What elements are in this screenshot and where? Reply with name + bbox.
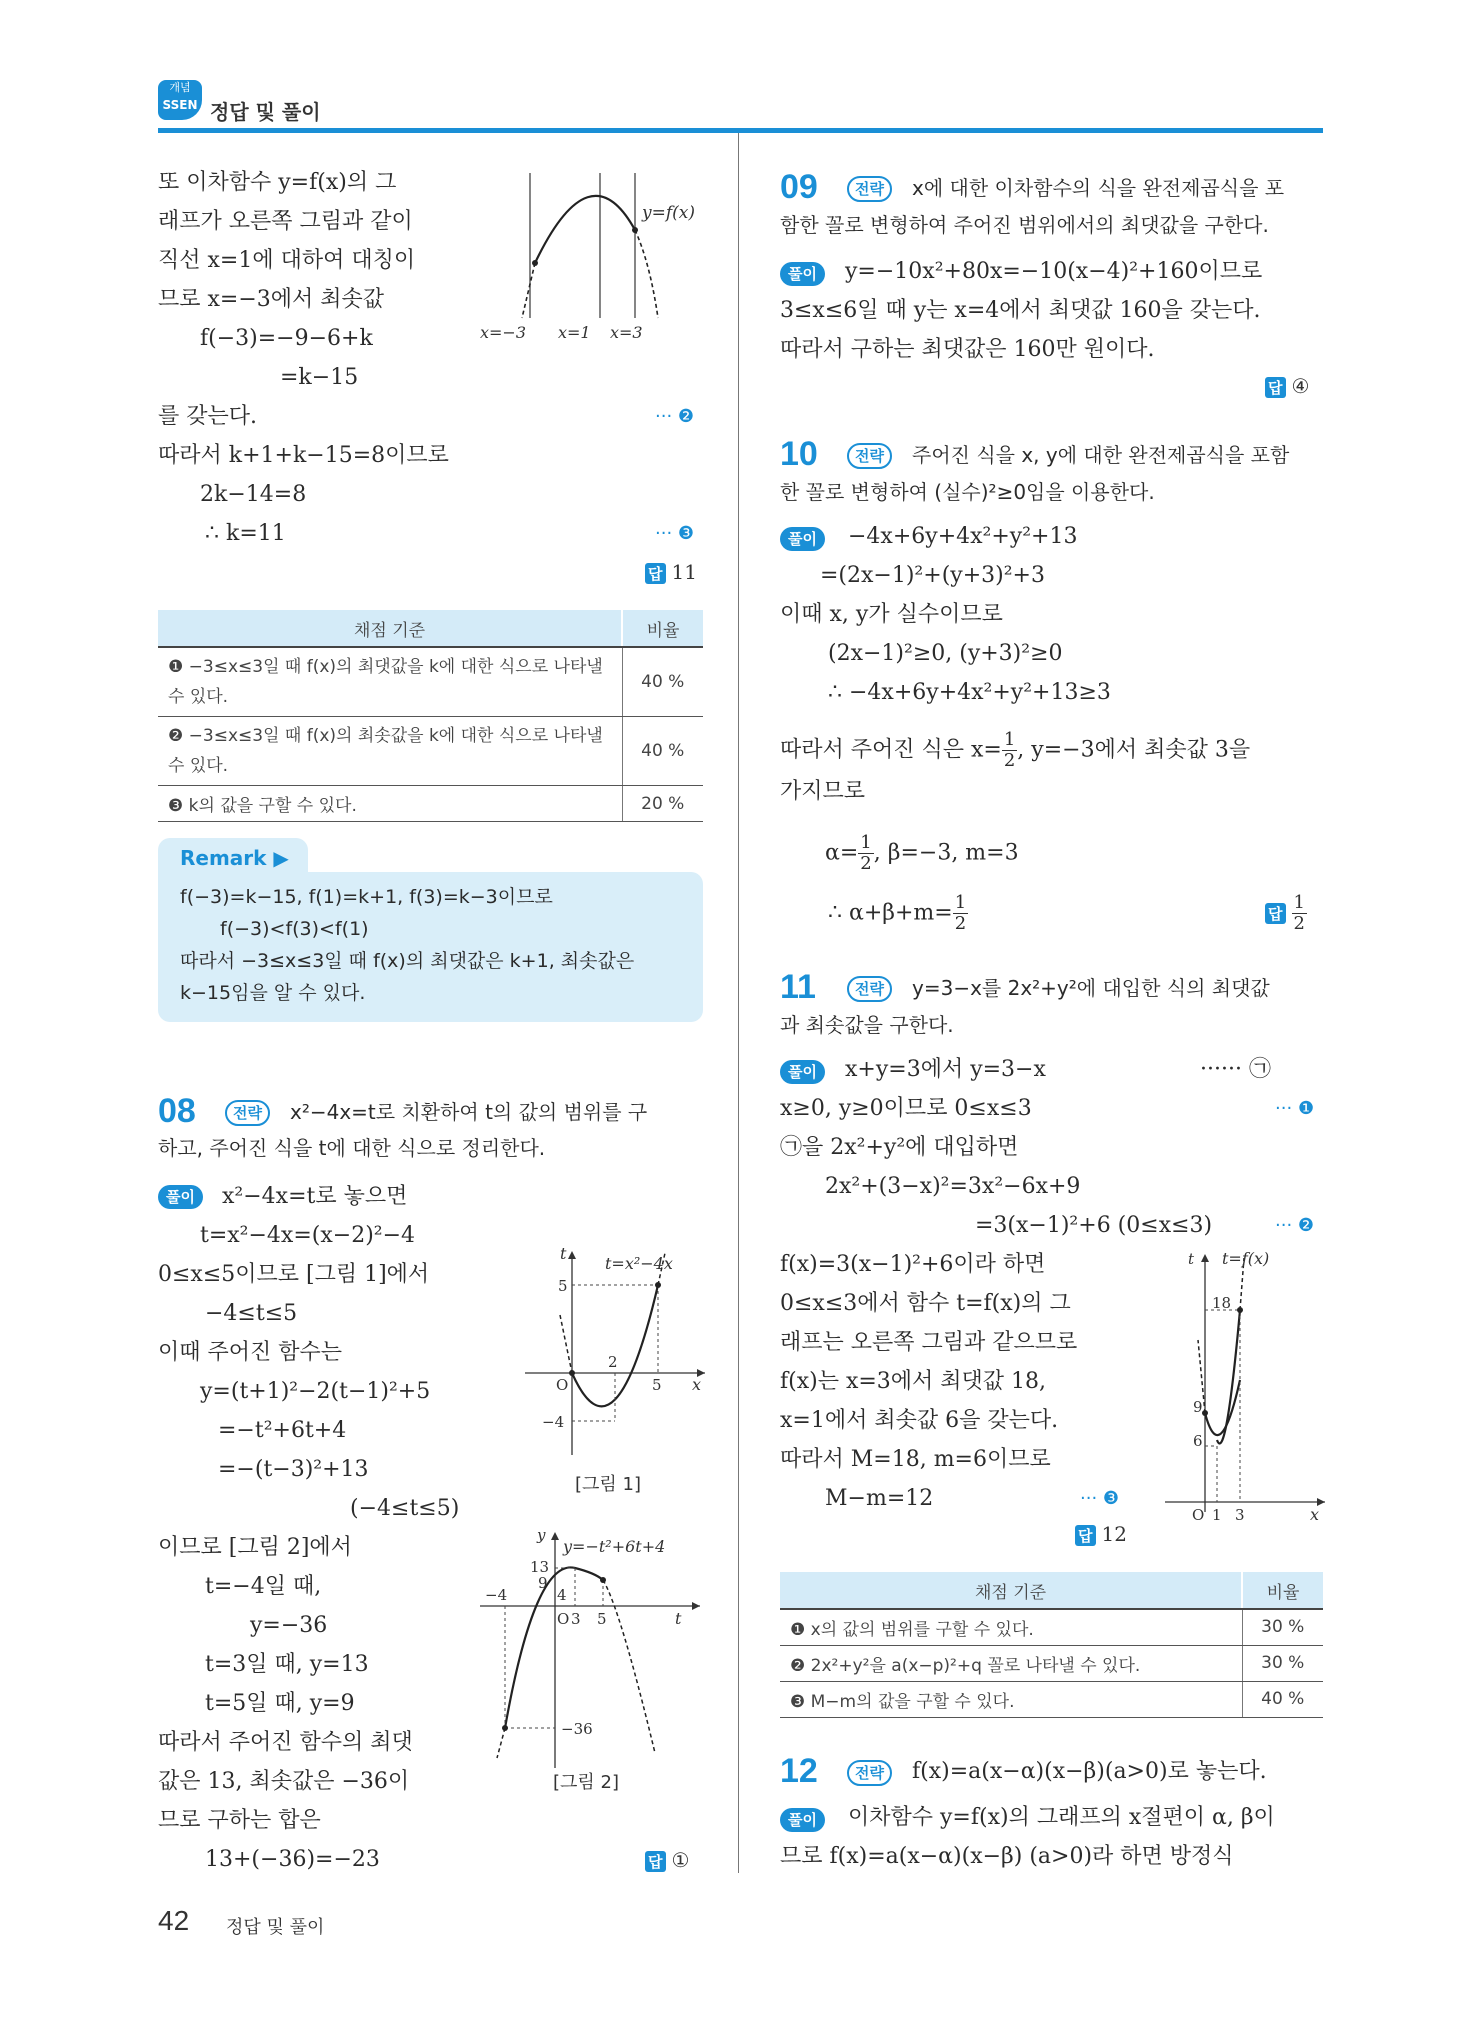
svg-text:O: O bbox=[556, 1376, 569, 1394]
svg-text:1: 1 bbox=[1212, 1506, 1222, 1520]
text-line: f(−3)=−9−6+k bbox=[200, 326, 373, 351]
score-mark-2: ··· ❷ bbox=[1275, 1215, 1315, 1236]
svg-text:t=x²−4x: t=x²−4x bbox=[605, 1254, 673, 1273]
sol-line: ∴ −4x+6y+4x²+y²+13≥3 bbox=[828, 680, 1111, 705]
answer-value: ① bbox=[671, 1848, 690, 1872]
svg-text:t=f(x): t=f(x) bbox=[1222, 1250, 1270, 1268]
fraction-den: 2 bbox=[1003, 750, 1016, 771]
fraction-num: 1 bbox=[954, 892, 967, 913]
svg-text:5: 5 bbox=[652, 1376, 662, 1394]
text-seg: ∴ α+β+m= bbox=[828, 900, 953, 926]
sol-line: 므로 구하는 합은 bbox=[158, 1808, 321, 1833]
remark-line: 따라서 −3≤x≤3일 때 f(x)의 최댓값은 k+1, 최솟값은 bbox=[180, 950, 635, 972]
sol-line: 0≤x≤3에서 함수 t=f(x)의 그 bbox=[780, 1291, 1071, 1316]
answer-value: 11 bbox=[671, 560, 697, 584]
strategy-line: f(x)=a(x−α)(x−β)(a>0)로 놓는다. bbox=[912, 1759, 1267, 1784]
parabola-dashed bbox=[522, 230, 658, 318]
answer-box-icon: 답 bbox=[1265, 377, 1286, 398]
badge-bottom: SSEN bbox=[162, 98, 198, 112]
table-row bbox=[780, 1681, 1323, 1717]
score-mark-1: ··· ❶ bbox=[1275, 1098, 1315, 1119]
answer bbox=[645, 560, 697, 584]
sol-line: (2x−1)²≥0, (y+3)²≥0 bbox=[828, 641, 1063, 666]
solution-pill: 풀이 bbox=[780, 1808, 825, 1832]
score-mark-2: ··· ❷ bbox=[655, 406, 695, 427]
text-line: 므로 x=−3에서 최솟값 bbox=[158, 287, 385, 312]
sol-line: t=5일 때, y=9 bbox=[205, 1691, 355, 1716]
column-divider bbox=[738, 133, 739, 1873]
svg-text:O: O bbox=[1192, 1506, 1205, 1520]
sol-line: 이므로 [그림 2]에서 bbox=[158, 1535, 352, 1560]
question-number: 09 bbox=[780, 168, 818, 206]
footer-title: 정답 및 풀이 bbox=[226, 1917, 325, 1938]
question-number: 10 bbox=[780, 435, 818, 473]
x-label: x=3 bbox=[610, 323, 643, 342]
criteria-text: ❸ M−m의 값을 구할 수 있다. bbox=[780, 1681, 1242, 1717]
svg-text:t: t bbox=[675, 1609, 682, 1628]
text-line: ∴ k=11 bbox=[205, 521, 286, 546]
parabola-left bbox=[1205, 1380, 1240, 1435]
figure-caption: [그림 1] bbox=[575, 1474, 641, 1495]
fraction-den: 2 bbox=[1293, 913, 1305, 934]
solution-pill: 풀이 bbox=[780, 1060, 825, 1084]
sol-line: y=−10x²+80x=−10(x−4)²+160이므로 bbox=[845, 259, 1263, 284]
table-header-row bbox=[780, 1572, 1323, 1609]
parabola-solid bbox=[535, 196, 635, 263]
text-line: 2k−14=8 bbox=[200, 482, 307, 507]
svg-text:3: 3 bbox=[571, 1610, 581, 1628]
strategy-line: 하고, 주어진 식을 t에 대한 식으로 정리한다. bbox=[158, 1136, 546, 1160]
sol-line: 따라서 주어진 함수의 최댓 bbox=[158, 1730, 413, 1755]
remark-box bbox=[158, 838, 703, 1022]
sol-line: t=−4일 때, bbox=[205, 1574, 322, 1599]
svg-text:x: x bbox=[692, 1375, 702, 1394]
text-seg: α= bbox=[825, 840, 859, 866]
answer-box-icon: 답 bbox=[1265, 903, 1286, 924]
strategy-line: 주어진 식을 x, y에 대한 완전제곱식을 포함 bbox=[912, 443, 1290, 467]
parabola-solid bbox=[572, 1285, 658, 1406]
sol-line bbox=[780, 730, 1250, 771]
strategy-pill: 전략 bbox=[847, 1760, 892, 1786]
svg-text:t: t bbox=[560, 1245, 567, 1263]
func-label: y=f(x) bbox=[642, 203, 695, 223]
header-cell: 채점 기준 bbox=[780, 1572, 1242, 1609]
criteria-ratio: 30 % bbox=[1242, 1645, 1323, 1681]
answer-box-icon: 답 bbox=[645, 1851, 666, 1872]
fraction-num: 1 bbox=[860, 832, 872, 853]
strategy-line: 한 꼴로 변형하여 (실수)²≥0임을 이용한다. bbox=[780, 480, 1155, 504]
sol-line: 값은 13, 최솟값은 −36이 bbox=[158, 1769, 410, 1794]
strategy-tag bbox=[847, 176, 892, 202]
text-line: 를 갖는다. bbox=[158, 404, 257, 429]
sol-line: −4x+6y+4x²+y²+13 bbox=[848, 524, 1078, 549]
sol-line: 래프는 오른쪽 그림과 같으므로 bbox=[780, 1330, 1078, 1355]
fraction bbox=[1292, 893, 1307, 934]
solution-pill: 풀이 bbox=[158, 1185, 203, 1209]
sol-line: t=x²−4x=(x−2)²−4 bbox=[200, 1223, 416, 1248]
text-line: 직선 x=1에 대하여 대칭이 bbox=[158, 248, 416, 273]
text-seg: , β=−3, m=3 bbox=[873, 840, 1019, 866]
strategy-pill: 전략 bbox=[847, 976, 892, 1002]
sol-line: x+y=3에서 y=3−x bbox=[845, 1057, 1046, 1082]
solution-tag bbox=[780, 262, 825, 286]
figure-2 bbox=[475, 1528, 710, 1798]
question-number: 12 bbox=[780, 1752, 818, 1790]
strategy-line: y=3−x를 2x²+y²에 대입한 식의 최댓값 bbox=[912, 976, 1270, 1000]
sol-line: −4≤t≤5 bbox=[205, 1301, 298, 1326]
svg-text:−36: −36 bbox=[561, 1720, 593, 1738]
solution-pill: 풀이 bbox=[780, 527, 825, 551]
criteria-table-right bbox=[780, 1572, 1323, 1718]
header-badge bbox=[158, 80, 202, 120]
sol-line: 이때 주어진 함수는 bbox=[158, 1340, 343, 1365]
strategy-line: 함한 꼴로 변형하여 주어진 범위에서의 최댓값을 구한다. bbox=[780, 213, 1269, 237]
fraction bbox=[953, 893, 968, 934]
sol-line: y=(t+1)²−2(t−1)²+5 bbox=[200, 1379, 431, 1404]
answer-value: ④ bbox=[1291, 374, 1310, 398]
criteria-text: ❶ −3≤x≤3일 때 f(x)의 최댓값을 k에 대한 식으로 나타낼 수 있다. bbox=[158, 647, 622, 717]
sol-line: x²−4x=t로 놓으면 bbox=[222, 1184, 408, 1209]
svg-text:O: O bbox=[557, 1610, 570, 1628]
strategy-tag bbox=[847, 976, 892, 1002]
sol-line: 13+(−36)=−23 bbox=[205, 1847, 380, 1872]
criteria-ratio: 30 % bbox=[1242, 1609, 1323, 1645]
sol-line: 므로 f(x)=a(x−α)(x−β) (a>0)라 하면 방정식 bbox=[780, 1844, 1234, 1869]
svg-text:9: 9 bbox=[538, 1574, 548, 1592]
svg-text:6: 6 bbox=[1193, 1432, 1203, 1450]
sol-line: =3(x−1)²+6 (0≤x≤3) bbox=[975, 1213, 1213, 1238]
criteria-ratio: 40 % bbox=[622, 647, 703, 717]
sol-line: x=1에서 최솟값 6을 갖는다. bbox=[780, 1408, 1059, 1433]
sol-line: (−4≤t≤5) bbox=[350, 1496, 460, 1521]
solution-tag bbox=[780, 527, 825, 551]
answer bbox=[1075, 1522, 1127, 1546]
text-seg: 따라서 주어진 식은 x= bbox=[780, 737, 1002, 763]
figure-caption: [그림 2] bbox=[553, 1772, 619, 1793]
sol-line: t=3일 때, y=13 bbox=[205, 1652, 369, 1677]
question-number: 11 bbox=[780, 968, 816, 1006]
x-label: x=−3 bbox=[480, 323, 527, 342]
graph-q11 bbox=[1160, 1250, 1330, 1520]
answer bbox=[1265, 374, 1309, 398]
parabola-right bbox=[1217, 1310, 1240, 1443]
svg-text:5: 5 bbox=[558, 1277, 568, 1295]
sol-line: f(x)=3(x−1)²+6이라 하면 bbox=[780, 1252, 1046, 1277]
svg-text:4: 4 bbox=[557, 1586, 567, 1604]
sol-line: ㉠을 2x²+y²에 대입하면 bbox=[780, 1135, 1019, 1160]
header-cell: 채점 기준 bbox=[158, 610, 622, 647]
svg-text:3: 3 bbox=[1235, 1506, 1245, 1520]
sol-line: f(x)는 x=3에서 최댓값 18, bbox=[780, 1369, 1047, 1394]
answer bbox=[1265, 893, 1307, 934]
strategy-tag bbox=[847, 1760, 892, 1786]
criteria-ratio: 40 % bbox=[1242, 1681, 1323, 1717]
fraction-num: 1 bbox=[1003, 729, 1016, 750]
strategy-tag bbox=[847, 443, 892, 469]
sol-line bbox=[828, 893, 968, 934]
parabola-solid bbox=[505, 1567, 603, 1728]
svg-text:t: t bbox=[1188, 1250, 1195, 1268]
criteria-table-left bbox=[158, 610, 703, 822]
question-number: 08 bbox=[158, 1092, 196, 1130]
table-row bbox=[158, 717, 703, 786]
svg-text:−4: −4 bbox=[485, 1586, 508, 1604]
table-header-row bbox=[158, 610, 703, 647]
remark-tag-label: Remark ▶ bbox=[180, 846, 289, 870]
sol-line: 따라서 M=18, m=6이므로 bbox=[780, 1447, 1051, 1472]
strategy-pill: 전략 bbox=[847, 443, 892, 469]
header-title: 정답 및 풀이 bbox=[210, 100, 321, 124]
sol-line: 이차함수 y=f(x)의 그래프의 x절편이 α, β이 bbox=[848, 1805, 1275, 1830]
strategy-line: x에 대한 이차함수의 식을 완전제곱식을 포 bbox=[912, 176, 1285, 200]
svg-text:−4: −4 bbox=[542, 1413, 565, 1431]
sol-line: =(2x−1)²+(y+3)²+3 bbox=[820, 563, 1045, 588]
sol-line: ······ ㉠ bbox=[1200, 1057, 1271, 1082]
criteria-text: ❸ k의 값을 구할 수 있다. bbox=[158, 786, 622, 822]
solution-pill: 풀이 bbox=[780, 262, 825, 286]
sol-line: 3≤x≤6일 때 y는 x=4에서 최댓값 160을 갖는다. bbox=[780, 298, 1261, 323]
table-row bbox=[780, 1645, 1323, 1681]
sol-line: M−m=12 bbox=[825, 1486, 934, 1511]
sol-line: 따라서 구하는 최댓값은 160만 원이다. bbox=[780, 337, 1155, 362]
table-row bbox=[780, 1609, 1323, 1645]
strategy-tag bbox=[225, 1100, 270, 1126]
strategy-line: 과 최솟값을 구한다. bbox=[780, 1013, 954, 1037]
text-seg: , y=−3에서 최솟값 3을 bbox=[1017, 737, 1251, 763]
sol-line: 가지므로 bbox=[780, 779, 866, 804]
sol-line: 2x²+(3−x)²=3x²−6x+9 bbox=[825, 1174, 1081, 1199]
header-cell: 비율 bbox=[622, 610, 703, 647]
text-line: 따라서 k+1+k−15=8이므로 bbox=[158, 443, 449, 468]
criteria-text: ❷ −3≤x≤3일 때 f(x)의 최솟값을 k에 대한 식으로 나타낼 수 있다. bbox=[158, 717, 622, 786]
header-rule bbox=[158, 128, 1323, 133]
score-mark-3: ··· ❸ bbox=[655, 523, 695, 544]
graph-parabola-top bbox=[470, 168, 710, 348]
table-row bbox=[158, 647, 703, 717]
criteria-ratio: 20 % bbox=[622, 786, 703, 822]
answer bbox=[645, 1848, 689, 1872]
remark-line: f(−3)<f(3)<f(1) bbox=[220, 918, 369, 940]
sol-line: =−t²+6t+4 bbox=[218, 1418, 347, 1443]
svg-text:9: 9 bbox=[1193, 1398, 1203, 1416]
svg-text:13: 13 bbox=[530, 1558, 550, 1576]
strategy-line: x²−4x=t로 치환하여 t의 값의 범위를 구 bbox=[290, 1100, 648, 1124]
svg-text:y=−t²+6t+4: y=−t²+6t+4 bbox=[563, 1537, 666, 1556]
answer-box-icon: 답 bbox=[645, 563, 666, 584]
criteria-text: ❷ 2x²+y²을 a(x−p)²+q 꼴로 나타낼 수 있다. bbox=[780, 1645, 1242, 1681]
badge-top: 개념 bbox=[169, 81, 191, 94]
sol-line: 0≤x≤5이므로 [그림 1]에서 bbox=[158, 1262, 430, 1287]
svg-text:2: 2 bbox=[608, 1353, 618, 1371]
x-label: x=1 bbox=[558, 323, 591, 342]
svg-text:y: y bbox=[537, 1528, 546, 1544]
fraction-num: 1 bbox=[1293, 892, 1305, 913]
answer-box-icon: 답 bbox=[1075, 1525, 1096, 1546]
score-mark-3: ··· ❸ bbox=[1080, 1488, 1120, 1509]
text-line: 또 이차함수 y=f(x)의 그 bbox=[158, 170, 397, 195]
svg-text:5: 5 bbox=[597, 1610, 607, 1628]
fraction bbox=[858, 833, 873, 874]
header-cell: 비율 bbox=[1242, 1572, 1323, 1609]
svg-text:18: 18 bbox=[1212, 1294, 1232, 1312]
text-line: 래프가 오른쪽 그림과 같이 bbox=[158, 209, 413, 234]
svg-text:x: x bbox=[1310, 1505, 1320, 1520]
table-row bbox=[158, 786, 703, 822]
text-line: =k−15 bbox=[280, 365, 359, 390]
sol-line: 이때 x, y가 실수이므로 bbox=[780, 602, 1003, 627]
remark-line: k−15임을 알 수 있다. bbox=[180, 982, 366, 1004]
page-number: 42 bbox=[158, 1905, 190, 1936]
sol-line: y=−36 bbox=[250, 1613, 328, 1638]
sol-line: x≥0, y≥0이므로 0≤x≤3 bbox=[780, 1096, 1032, 1121]
fraction bbox=[1002, 730, 1017, 771]
figure-1 bbox=[520, 1245, 710, 1495]
fraction-den: 2 bbox=[954, 913, 967, 934]
solution-tag bbox=[780, 1808, 825, 1832]
solution-tag bbox=[780, 1060, 825, 1084]
criteria-text: ❶ x의 값의 범위를 구할 수 있다. bbox=[780, 1609, 1242, 1645]
criteria-ratio: 40 % bbox=[622, 717, 703, 786]
answer-value: 12 bbox=[1101, 1522, 1127, 1546]
remark-line: f(−3)=k−15, f(1)=k+1, f(3)=k−3이므로 bbox=[180, 886, 553, 908]
strategy-pill: 전략 bbox=[225, 1100, 270, 1126]
sol-line bbox=[825, 833, 1019, 874]
fraction-den: 2 bbox=[860, 853, 872, 874]
sol-line: =−(t−3)²+13 bbox=[218, 1457, 369, 1482]
strategy-pill: 전략 bbox=[847, 176, 892, 202]
solution-tag bbox=[158, 1185, 203, 1209]
